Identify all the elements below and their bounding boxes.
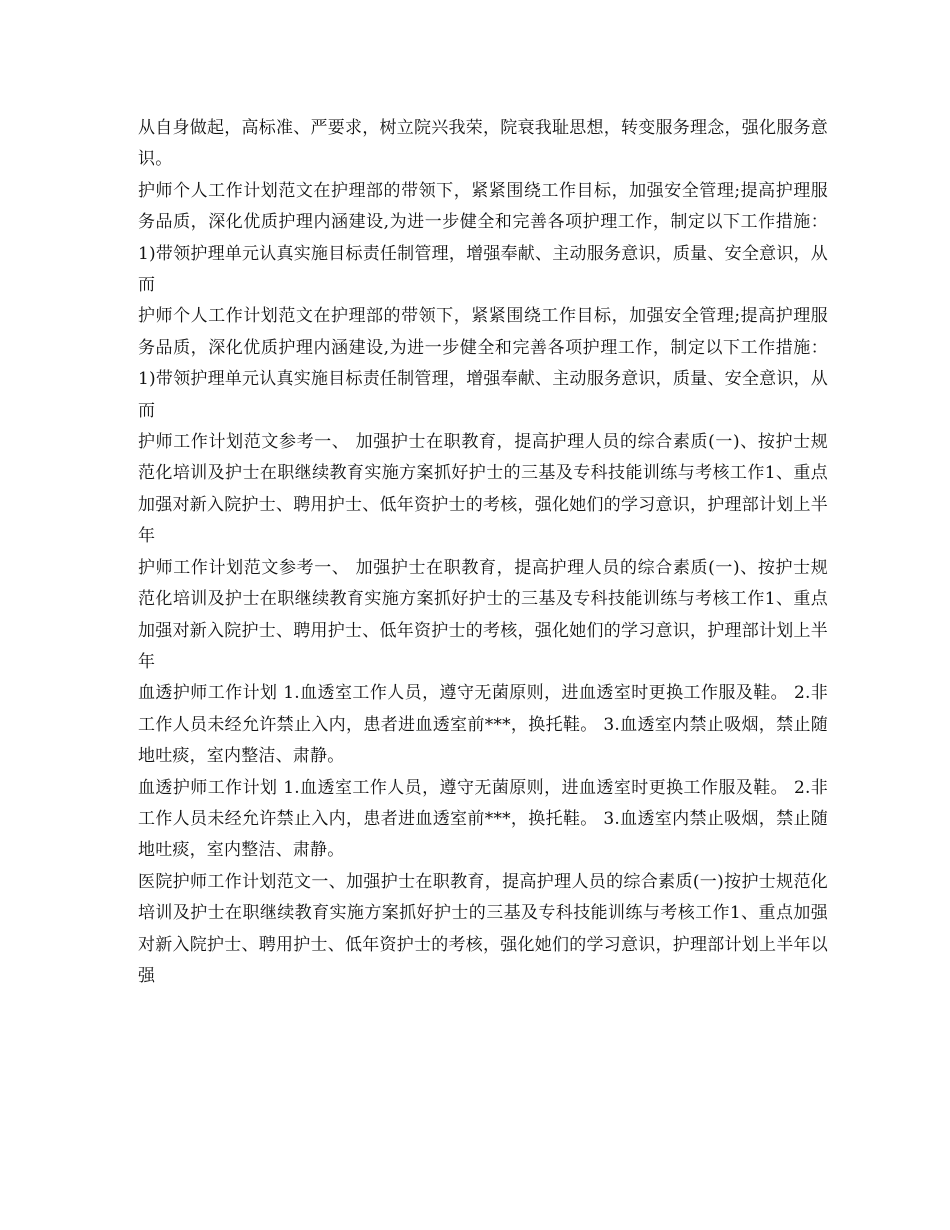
paragraph-3: 护师个人工作计划范文在护理部的带领下，紧紧围绕工作目标，加强安全管理;提高护理服务品质，深化优质护理内涵建设,为进一步健全和完善各项护理工作，制定以下工作措施：1)带领护理单元认真实施目标责任制管理，增强奉献、主动服务意识，质量、安全意识，从而 — [138, 306, 828, 421]
paragraph-6: 血透护师工作计划 1.血透室工作人员，遵守无菌原则，进血透室时更换工作服及鞋。 2.非工作人员未经允许禁止入内，患者进血透室前***，换托鞋。 3.血透室内禁止吸烟，禁止随地吐痰，室内整洁、肃静。 — [138, 683, 828, 767]
paragraph-4: 护师工作计划范文参考一、 加强护士在职教育，提高护理人员的综合素质(一)、按护士规范化培训及护士在职继续教育实施方案抓好护士的三基及专科技能训练与考核工作1、重点加强对新入院护士、聘用护士、低年资护士的考核，强化她们的学习意识，护理部计划上半年 — [138, 432, 828, 547]
document-body — [138, 113, 828, 992]
paragraph-1: 从自身做起，高标准、严要求，树立院兴我荣，院衰我耻思想，转变服务理念，强化服务意识。 — [138, 118, 828, 170]
paragraph-7: 血透护师工作计划 1.血透室工作人员，遵守无菌原则，进血透室时更换工作服及鞋。 2.非工作人员未经允许禁止入内，患者进血透室前***，换托鞋。 3.血透室内禁止吸烟，禁止随地吐痰，室内整洁、肃静。 — [138, 777, 828, 861]
paragraph-2: 护师个人工作计划范文在护理部的带领下，紧紧围绕工作目标，加强安全管理;提高护理服务品质，深化优质护理内涵建设,为进一步健全和完善各项护理工作，制定以下工作措施：1)带领护理单元认真实施目标责任制管理，增强奉献、主动服务意识，质量、安全意识，从而 — [138, 180, 828, 296]
paragraph-5: 护师工作计划范文参考一、 加强护士在职教育，提高护理人员的综合素质(一)、按护士规范化培训及护士在职继续教育实施方案抓好护士的三基及专科技能训练与考核工作1、重点加强对新入院护士、聘用护士、低年资护士的考核，强化她们的学习意识，护理部计划上半年 — [138, 557, 828, 672]
paragraph-8: 医院护师工作计划范文一、加强护士在职教育，提高护理人员的综合素质(一)按护士规范化培训及护士在职继续教育实施方案抓好护士的三基及专科技能训练与考核工作1、重点加强对新入院护士、聘用护士、低年资护士的考核，强化她们的学习意识，护理部计划上半年以强 — [138, 871, 828, 986]
